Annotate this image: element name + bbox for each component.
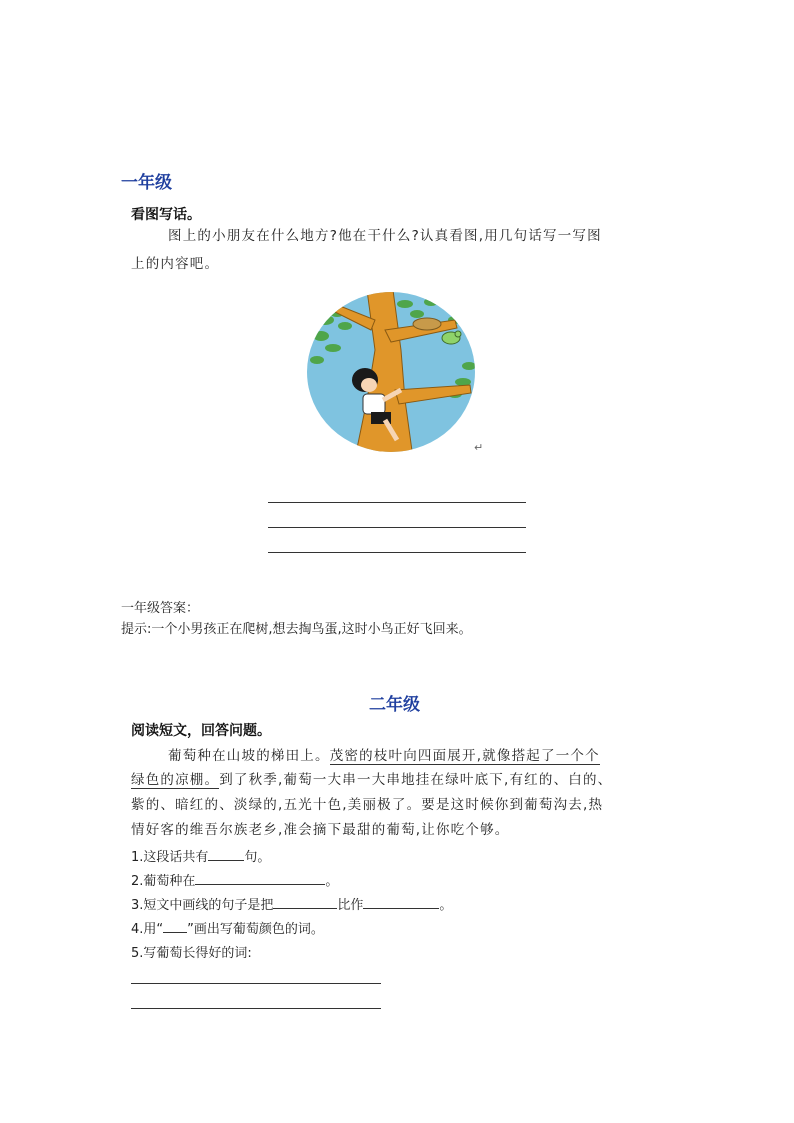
grade2-heading: 二年级 xyxy=(369,695,420,715)
return-mark-icon: ↵ xyxy=(474,441,484,454)
answer-blank[interactable] xyxy=(195,870,325,885)
answer-blank[interactable] xyxy=(163,918,187,933)
passage-line1 xyxy=(168,744,600,768)
grade2-task: 阅读短文，回答问题。 xyxy=(131,723,271,739)
writing-line xyxy=(268,527,526,528)
question-4 xyxy=(131,918,324,937)
question-2 xyxy=(131,870,338,889)
question-1 xyxy=(131,846,270,865)
writing-line[interactable] xyxy=(131,1008,381,1009)
underlined-sentence: 茂密的枝叶向四面展开,就像搭起了一个个 xyxy=(329,748,600,764)
question-4-suffix: ”画出写葡萄颜色的词。 xyxy=(187,922,324,937)
question-2-suffix: 。 xyxy=(325,874,339,889)
answer-blank[interactable] xyxy=(208,846,244,861)
question-4-text: 4.用“ xyxy=(131,922,164,937)
passage-line3: 紫的、暗红的、淡绿的,五光十色,美丽极了。要是这时候你到葡萄沟去,热 xyxy=(131,797,604,813)
question-3 xyxy=(131,894,452,913)
grade1-heading: 一年级 xyxy=(121,173,172,193)
writing-line xyxy=(268,502,526,503)
grade1-answer-label: 一年级答案： xyxy=(121,601,200,616)
underlined-sentence-end: 绿色的凉棚。 xyxy=(131,772,220,788)
question-3-text: 3.短文中画线的句子是把 xyxy=(131,898,274,913)
grade1-prompt-line2: 上的内容吧。 xyxy=(131,256,220,272)
grade1-answer-text: 提示:一个小男孩正在爬树,想去掏鸟蛋,这时小鸟正好飞回来。 xyxy=(121,622,472,637)
passage-line4: 情好客的维吾尔族老乡,准会摘下最甜的葡萄,让你吃个够。 xyxy=(131,822,510,838)
passage-sentence: 葡萄种在山坡的梯田上。 xyxy=(168,748,330,764)
passage-sentence: 到了秋季,葡萄一大串一大串地挂在绿叶底下,有红的、白的、 xyxy=(219,772,613,788)
question-3-suffix: 。 xyxy=(439,898,453,913)
question-1-suffix: 句。 xyxy=(244,850,271,865)
question-1-text: 1.这段话共有 xyxy=(131,850,209,865)
grade1-task: 看图写话。 xyxy=(131,207,201,223)
grade1-prompt-line1: 图上的小朋友在什么地方?他在干什么?认真看图,用几句话写一写图 xyxy=(168,228,602,244)
answer-blank[interactable] xyxy=(363,894,439,909)
question-3-middle: 比作 xyxy=(337,898,364,913)
writing-line[interactable] xyxy=(131,983,381,984)
tree-climbing-illustration xyxy=(305,290,479,458)
answer-blank[interactable] xyxy=(273,894,337,909)
passage-line2 xyxy=(131,768,612,792)
writing-line xyxy=(268,552,526,553)
question-2-text: 2.葡萄种在 xyxy=(131,874,196,889)
question-5: 5.写葡萄长得好的词: xyxy=(131,946,252,961)
